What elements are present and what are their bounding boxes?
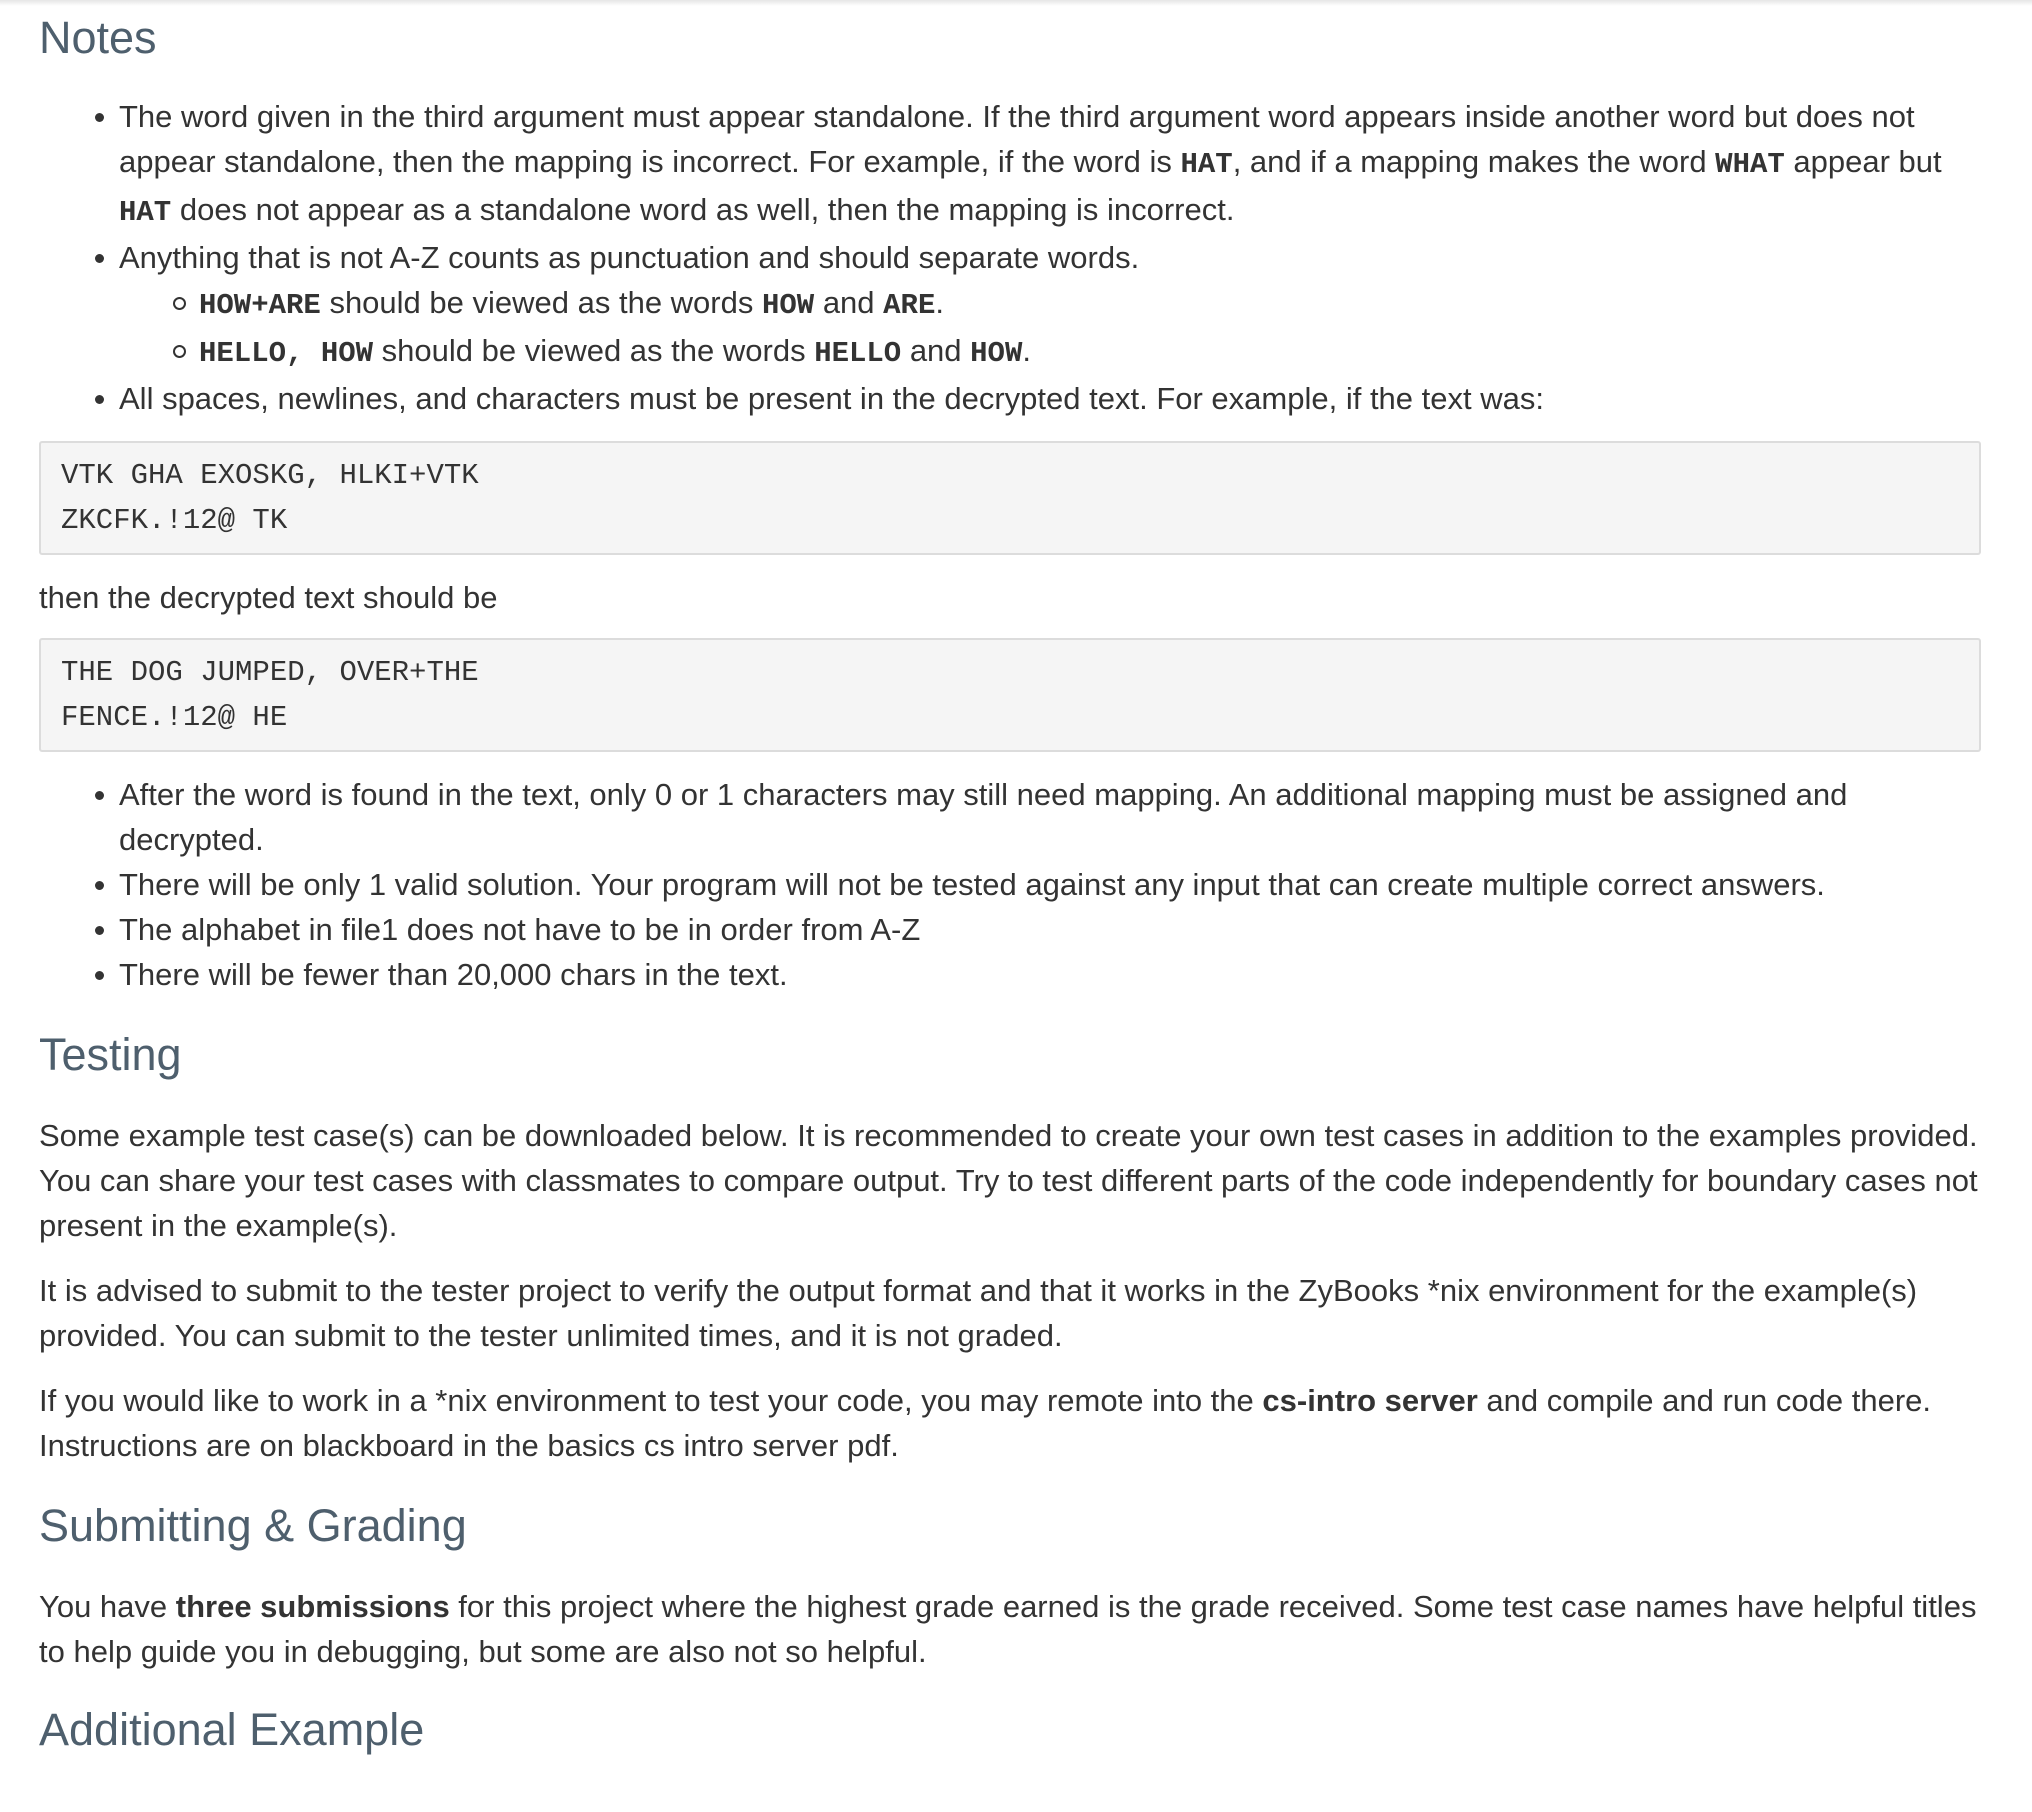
code-inline: WHAT — [1715, 148, 1785, 181]
additional-example-heading: Additional Example — [39, 1704, 425, 1755]
testing-heading: Testing — [39, 1029, 182, 1080]
sub-list-item — [199, 328, 1999, 376]
text: . — [935, 285, 944, 320]
notes-list — [39, 94, 1999, 421]
code-inline: HAT — [119, 196, 172, 229]
document-content — [39, 0, 1999, 1758]
code-inline: HELLO — [814, 337, 902, 370]
list-item: After the word is found in the text, only 0 or 1 characters may still need mapping. An additional mapping must be assigned and decrypted. — [119, 772, 1999, 862]
paragraph — [39, 1378, 1999, 1468]
code-block-encrypted: VTK GHA EXOSKG, HLKI+VTK ZKCFK.!12@ TK — [39, 441, 1981, 555]
text: If you would like to work in a *nix environment to test your code, you may remote into the — [39, 1383, 1263, 1418]
paragraph: then the decrypted text should be — [39, 580, 498, 615]
code-inline: HOW — [761, 289, 815, 322]
notes-list-continued — [39, 772, 1999, 997]
sub-list-item — [199, 280, 1999, 328]
list-item — [119, 235, 1999, 376]
bold-text: three submissions — [175, 1589, 450, 1624]
submitting-heading: Submitting & Grading — [39, 1500, 467, 1551]
sub-list — [119, 280, 1999, 376]
paragraph: Some example test case(s) can be downloaded below. It is recommended to create your own test cases in addition to the examples provided. You can share your test cases with classmates to compare output. Try to test different parts of the code independently for boundary cases not present in the example(s). — [39, 1118, 1978, 1243]
list-item: The alphabet in file1 does not have to be in order from A-Z — [119, 907, 1999, 952]
paragraph: It is advised to submit to the tester project to verify the output format and that it works in the ZyBooks *nix environment for the example(s) provided. You can submit to the tester unlimited times, and it is not graded. — [39, 1273, 1918, 1353]
list-item: All spaces, newlines, and characters must be present in the decrypted text. For example, if the text was: — [119, 376, 1999, 421]
list-item: There will be fewer than 20,000 chars in the text. — [119, 952, 1999, 997]
text: and — [901, 333, 971, 368]
text: for this project where the highest grade earned is the grade received. Some test case names have helpful titles to help guide you in debugging, but some are also not so helpful. — [39, 1589, 1977, 1669]
text: should be viewed as the words — [373, 333, 815, 368]
text: Anything that is not A-Z counts as punctuation and should separate words. — [119, 240, 1140, 275]
code-block-decrypted: THE DOG JUMPED, OVER+THE FENCE.!12@ HE — [39, 638, 1981, 752]
paragraph — [39, 1584, 1999, 1674]
text: and compile and run code there. Instructions are on blackboard in the basics cs intro server pdf. — [39, 1383, 1932, 1463]
code-inline: HAT — [1180, 148, 1233, 181]
text: The word given in the third argument must appear standalone. If the third argument word appears inside another word but does not appear standalone, then the mapping is incorrect. For example, if the word is — [119, 99, 1915, 179]
text: . — [1022, 333, 1031, 368]
text: does not appear as a standalone word as well, then the mapping is incorrect. — [171, 192, 1235, 227]
code-inline: HELLO, HOW — [199, 337, 374, 370]
list-item: There will be only 1 valid solution. Your program will not be tested against any input that can create multiple correct answers. — [119, 862, 1999, 907]
text: should be viewed as the words — [320, 285, 762, 320]
text: You have — [39, 1589, 176, 1624]
bold-text: cs-intro server — [1262, 1383, 1478, 1418]
text: appear but — [1784, 144, 1942, 179]
text: , and if a mapping makes the word — [1232, 144, 1716, 179]
code-inline: HOW — [970, 337, 1023, 370]
code-inline: HOW+ARE — [199, 289, 321, 322]
code-inline: ARE — [883, 289, 936, 322]
notes-heading: Notes — [39, 12, 157, 63]
text: and — [814, 285, 884, 320]
list-item — [119, 94, 1999, 235]
